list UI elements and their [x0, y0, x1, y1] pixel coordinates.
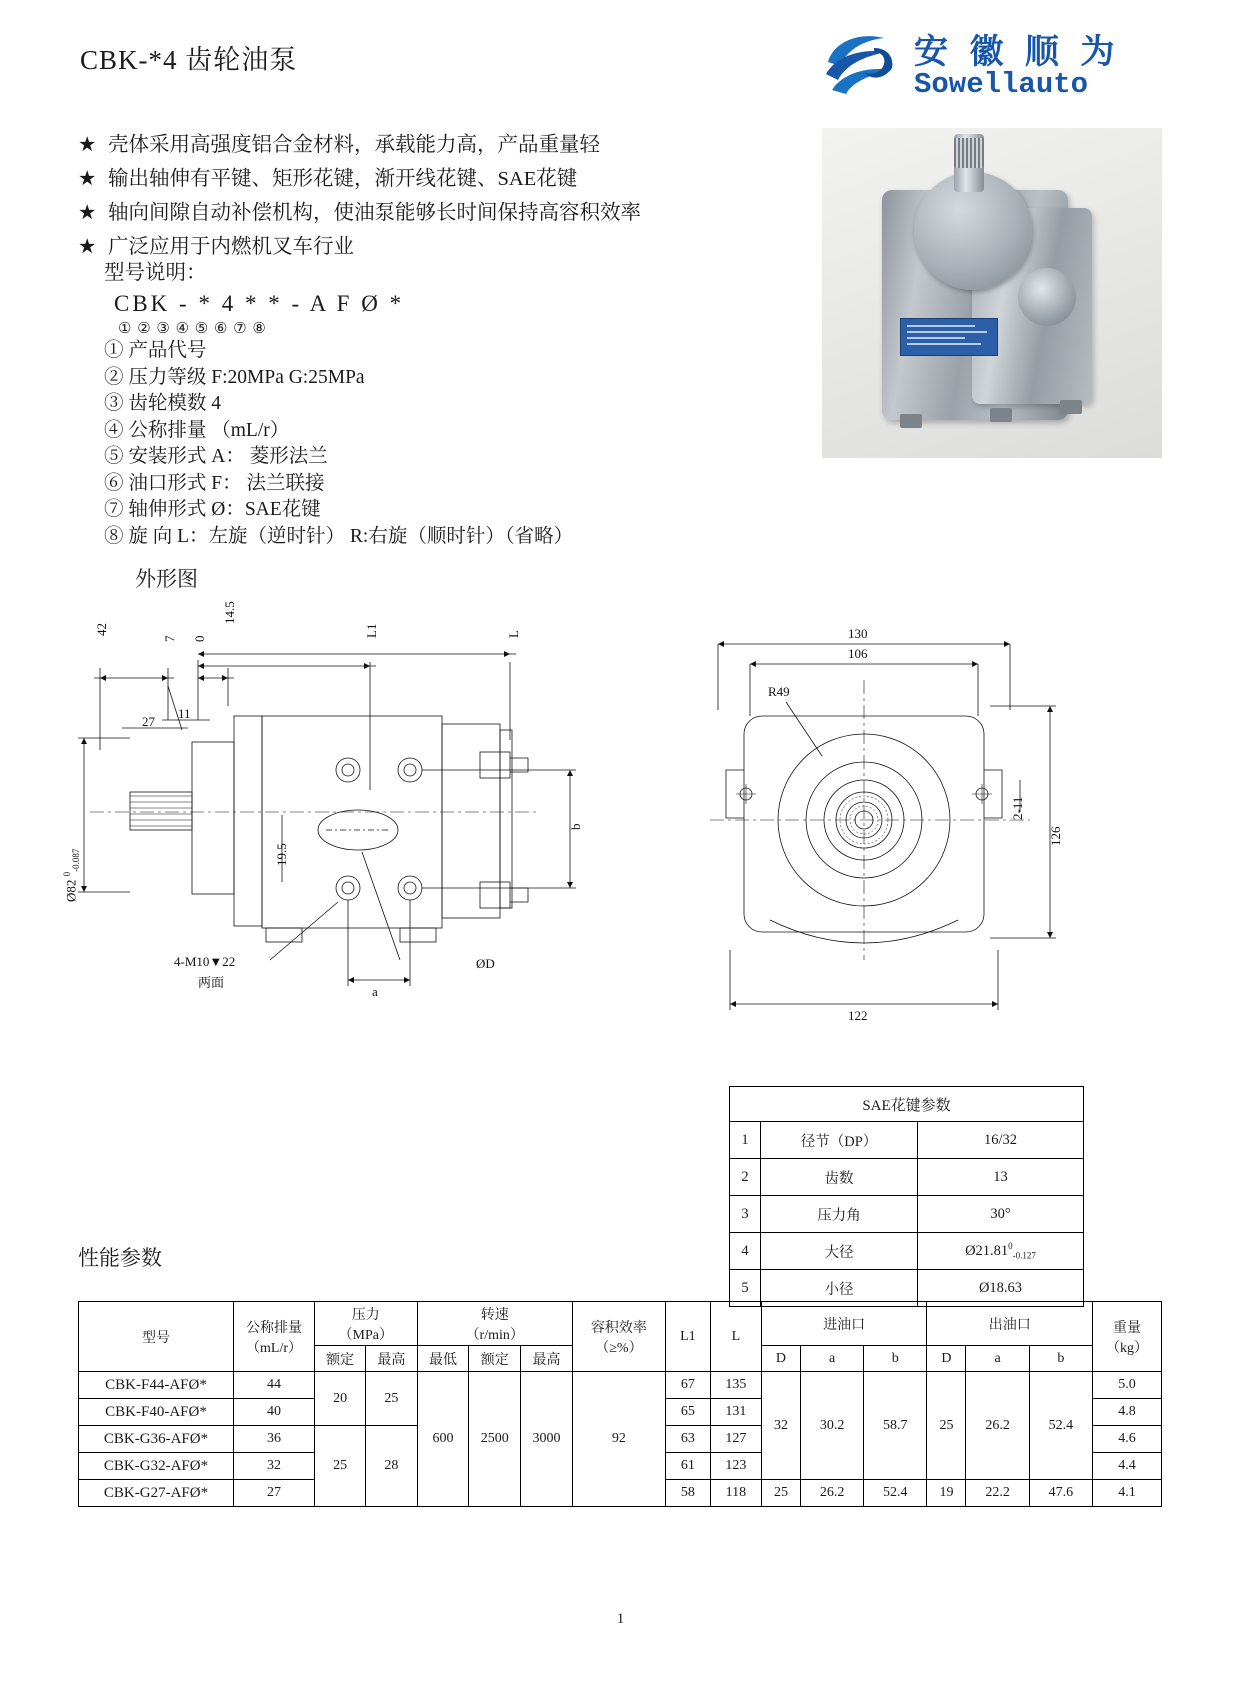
- cell-inlet-D: 25: [761, 1480, 800, 1507]
- col-header-speed: 转速 （r/min）: [417, 1302, 572, 1346]
- dim-a: a: [372, 984, 378, 999]
- sub-header-outlet-b: b: [1029, 1346, 1092, 1372]
- note-4-M10: 4-M10▼22: [174, 954, 236, 969]
- dim-11: 11: [178, 706, 191, 721]
- cell-rated-pressure: 25: [315, 1426, 366, 1507]
- logo-chinese-name: 安 徽 顺 为: [914, 33, 1121, 71]
- col-header-weight: 重量 （kg）: [1093, 1302, 1162, 1372]
- star-icon: ★: [78, 236, 97, 258]
- cell-weight: 4.1: [1093, 1480, 1162, 1507]
- sae-param-value: [918, 1233, 1084, 1270]
- model-explanation-title: 型号说明：: [104, 262, 207, 284]
- col-header-l1: L1: [665, 1302, 710, 1372]
- star-icon: ★: [78, 202, 97, 224]
- feature-text: 壳体采用高强度铝合金材料，承载能力高，产品重量轻: [108, 134, 600, 156]
- cell-outlet-D: 25: [927, 1372, 966, 1480]
- cell-l: 131: [710, 1399, 761, 1426]
- cell-l1: 61: [665, 1453, 710, 1480]
- dim-130: 130: [848, 626, 868, 641]
- dim-126: 126: [1048, 826, 1063, 846]
- sae-param-name: 小径: [761, 1270, 918, 1307]
- sub-header-inlet-D: D: [761, 1346, 800, 1372]
- performance-table: [78, 1301, 1162, 1507]
- feature-item: [78, 198, 798, 228]
- sub-header-rated-speed: 额定: [469, 1346, 521, 1372]
- pump-foot: [1060, 400, 1082, 414]
- performance-section-title: 性能参数: [78, 1246, 162, 1270]
- sub-header-max-speed: 最高: [521, 1346, 573, 1372]
- feature-text: 轴向间隙自动补偿机构，使油泵能够长时间保持高容积效率: [108, 202, 641, 224]
- page-title: CBK-*4 齿轮油泵: [80, 45, 298, 75]
- pump-port: [1018, 268, 1076, 326]
- cell-model: CBK-G27-AFØ*: [79, 1480, 234, 1507]
- model-code: CBK - * 4 * * - A F Ø *: [114, 291, 405, 316]
- col-header-displacement: 公称排量 （mL/r）: [234, 1302, 315, 1372]
- model-code-indices: ① ② ③ ④ ⑤ ⑥ ⑦ ⑧: [118, 321, 267, 337]
- sub-header-inlet-b: b: [864, 1346, 927, 1372]
- model-row: ③ 齿轮模数 4: [104, 393, 222, 414]
- cell-inlet-a: 30.2: [800, 1372, 863, 1480]
- cell-weight: 5.0: [1093, 1372, 1162, 1399]
- cell-outlet-a: 26.2: [966, 1372, 1029, 1480]
- dim-2-11: 2-11: [1010, 796, 1025, 820]
- cell-volumetric-eff: 92: [572, 1372, 665, 1507]
- sae-param-value: 30°: [918, 1196, 1084, 1233]
- col-header-model: 型号: [79, 1302, 234, 1372]
- col-header-inlet: 进油口: [761, 1302, 927, 1346]
- pump-shaft: [954, 134, 984, 192]
- side-view-drawing: [62, 601, 660, 1050]
- dim-L1: L1: [364, 623, 379, 638]
- dim-L: L: [506, 630, 521, 638]
- logo-english-name: Sowellauto: [914, 68, 1089, 101]
- cell-max-pressure: 28: [366, 1426, 417, 1507]
- sub-header-max-pressure: 最高: [366, 1346, 417, 1372]
- cell-inlet-b: 58.7: [864, 1372, 927, 1480]
- model-explanation: [104, 255, 804, 550]
- cell-displacement: 36: [234, 1426, 315, 1453]
- sae-index: 2: [730, 1159, 761, 1196]
- dim-diameter-D: ØD: [476, 956, 495, 971]
- cell-inlet-b: 52.4: [864, 1480, 927, 1507]
- pump-foot: [990, 408, 1012, 422]
- outline-section-title: 外形图: [135, 567, 198, 591]
- cell-inlet-a: 26.2: [800, 1480, 863, 1507]
- sae-param-name: 径节（DP）: [761, 1122, 918, 1159]
- cell-model: CBK-F44-AFØ*: [79, 1372, 234, 1399]
- sub-header-rated-pressure: 额定: [315, 1346, 366, 1372]
- cell-outlet-a: 22.2: [966, 1480, 1029, 1507]
- sae-index: 5: [730, 1270, 761, 1307]
- tolerance-lower: -0.127: [1012, 1250, 1036, 1261]
- page-number: 1: [616, 1611, 625, 1627]
- model-row: ④ 公称排量 （mL/r）: [104, 419, 290, 441]
- sub-header-min-speed: 最低: [417, 1346, 469, 1372]
- dim-19-5: 19.5: [274, 843, 289, 866]
- cell-rated-speed: 2500: [469, 1372, 521, 1507]
- cell-max-pressure: 25: [366, 1372, 417, 1426]
- star-icon: ★: [78, 134, 97, 156]
- cell-min-speed: 600: [417, 1372, 469, 1507]
- sub-header-inlet-a: a: [800, 1346, 863, 1372]
- col-header-pressure: 压力 （MPa）: [315, 1302, 418, 1346]
- cell-displacement: 32: [234, 1453, 315, 1480]
- cell-model: CBK-G32-AFØ*: [79, 1453, 234, 1480]
- model-row: ① 产品代号: [104, 340, 207, 361]
- sae-index: 4: [730, 1233, 761, 1270]
- dim-14-5: 14.5: [222, 601, 237, 624]
- cell-l1: 67: [665, 1372, 710, 1399]
- cell-l1: 65: [665, 1399, 710, 1426]
- sae-param-name: 大径: [761, 1233, 918, 1270]
- cell-outlet-b: 52.4: [1029, 1372, 1092, 1480]
- cell-weight: 4.8: [1093, 1399, 1162, 1426]
- sub-header-outlet-a: a: [966, 1346, 1029, 1372]
- dim-106: 106: [848, 646, 868, 661]
- logo-mark-icon: [822, 28, 902, 100]
- model-row: ⑦ 轴伸形式 Ø：SAE花键: [104, 499, 321, 520]
- feature-text: 广泛应用于内燃机叉车行业: [108, 236, 354, 258]
- cell-l: 118: [710, 1480, 761, 1507]
- cell-displacement: 44: [234, 1372, 315, 1399]
- company-logo: [822, 24, 1162, 112]
- star-icon: ★: [78, 168, 97, 190]
- dim-diameter-82: Ø82 $^0_{-0.087}$: [62, 848, 81, 902]
- pump-foot: [900, 414, 922, 428]
- cell-displacement: 27: [234, 1480, 315, 1507]
- cell-displacement: 40: [234, 1399, 315, 1426]
- dim-0: 0: [192, 635, 207, 642]
- dim-27: 27: [142, 714, 155, 729]
- feature-item: [78, 130, 798, 160]
- feature-list: [78, 130, 798, 266]
- sae-param-name: 齿数: [761, 1159, 918, 1196]
- cell-l: 127: [710, 1426, 761, 1453]
- col-header-outlet: 出油口: [927, 1302, 1093, 1346]
- sae-table-title: SAE花键参数: [730, 1087, 1084, 1122]
- model-row: ⑤ 安装形式 A： 菱形法兰: [104, 446, 328, 467]
- sae-index: 1: [730, 1122, 761, 1159]
- cell-outlet-D: 19: [927, 1480, 966, 1507]
- sae-param-value: 16/32: [918, 1122, 1084, 1159]
- cell-model: CBK-G36-AFØ*: [79, 1426, 234, 1453]
- product-photo: [822, 128, 1162, 458]
- sae-spline-table: [729, 1086, 1084, 1307]
- col-header-l: L: [710, 1302, 761, 1372]
- cell-weight: 4.6: [1093, 1426, 1162, 1453]
- dim-42: 42: [94, 623, 109, 636]
- sae-big-dia-value: Ø21.81: [965, 1242, 1009, 1259]
- front-view-drawing: [690, 620, 1090, 1050]
- cell-rated-pressure: 20: [315, 1372, 366, 1426]
- dim-R49: R49: [768, 684, 790, 699]
- feature-text: 输出轴伸有平键、矩形花键，渐开线花键、SAE花键: [108, 168, 578, 190]
- sae-param-name: 压力角: [761, 1196, 918, 1233]
- pump-nameplate: [900, 318, 998, 356]
- model-row: ⑧ 旋 向 L：左旋（逆时针） R:右旋（顺时针）（省略）: [104, 525, 574, 547]
- cell-max-speed: 3000: [521, 1372, 573, 1507]
- sub-header-outlet-D: D: [927, 1346, 966, 1372]
- sae-index: 3: [730, 1196, 761, 1233]
- cell-l: 135: [710, 1372, 761, 1399]
- tolerance-upper: 0: [1008, 1241, 1013, 1252]
- col-header-volumetric: 容积效率 （≥%）: [572, 1302, 665, 1372]
- feature-item: [78, 164, 798, 194]
- note-two-sides: 两面: [198, 975, 225, 990]
- dim-b: b: [568, 823, 583, 830]
- cell-outlet-b: 47.6: [1029, 1480, 1092, 1507]
- dim-7: 7: [162, 635, 177, 642]
- dim-122: 122: [848, 1008, 868, 1023]
- cell-l1: 58: [665, 1480, 710, 1507]
- sae-param-value: 13: [918, 1159, 1084, 1196]
- sae-param-value: Ø18.63: [918, 1270, 1084, 1307]
- table-row: [79, 1372, 1162, 1399]
- model-row: ② 压力等级 F:20MPa G:25MPa: [104, 366, 365, 388]
- cell-l: 123: [710, 1453, 761, 1480]
- model-row: ⑥ 油口形式 F： 法兰联接: [104, 472, 325, 494]
- cell-l1: 63: [665, 1426, 710, 1453]
- cell-weight: 4.4: [1093, 1453, 1162, 1480]
- cell-inlet-D: 32: [761, 1372, 800, 1480]
- cell-model: CBK-F40-AFØ*: [79, 1399, 234, 1426]
